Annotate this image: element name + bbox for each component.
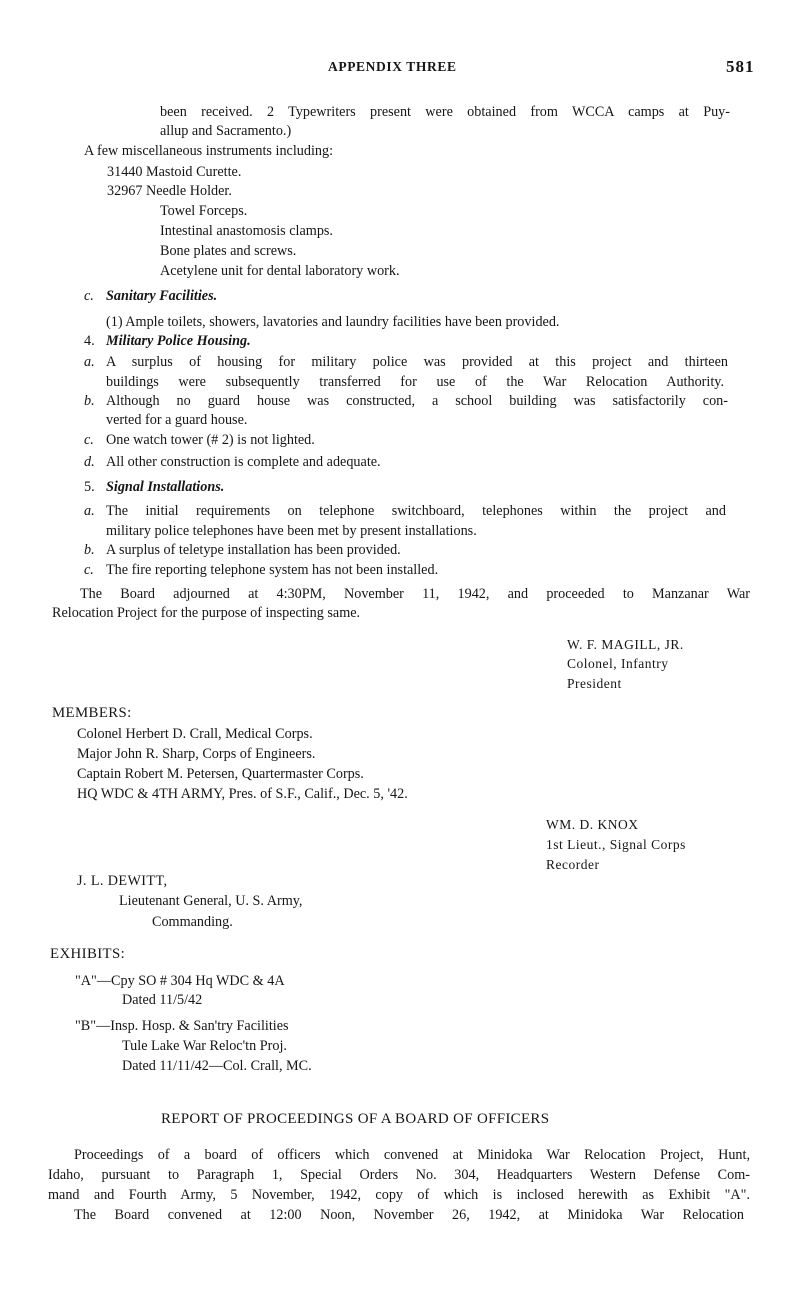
text-line: All other construction is complete and adequate. (106, 454, 381, 470)
exhibit-item: "B"—Insp. Hosp. & San'try Facilities (75, 1018, 289, 1034)
signature-role: Recorder (546, 857, 600, 872)
page-number: 581 (726, 57, 755, 76)
exhibits-heading: EXHIBITS: (50, 946, 126, 962)
text-line: A surplus of teletype installation has been provided. (106, 542, 401, 558)
report-text-line: mand and Fourth Army, 5 November, 1942, copy of which is inclosed herewith as Exhibit "A". (48, 1187, 750, 1203)
text-line: (1) Ample toilets, showers, lavatories and laundry facilities have been provided. (106, 314, 560, 330)
text-line: Relocation Project for the purpose of inspecting same. (52, 605, 361, 621)
text-line: Although no guard house was constructed, a school building was satisfactorily con- (106, 393, 728, 409)
text-line: The Board adjourned at 4:30PM, November 11, 1942, and proceeded to Manzanar War (80, 586, 750, 602)
section-heading: Military Police Housing. (106, 333, 251, 349)
item-marker: d. (84, 454, 95, 470)
member-item: Colonel Herbert D. Crall, Medical Corps. (77, 726, 313, 742)
member-item: Major John R. Sharp, Corps of Engineers. (77, 746, 316, 762)
signature-rank: 1st Lieut., Signal Corps (546, 837, 686, 852)
signature-name: W. F. MAGILL, JR. (567, 637, 684, 652)
signature-role: Commanding. (152, 914, 233, 930)
item-marker: c. (84, 432, 94, 448)
instrument-item: Bone plates and screws. (160, 243, 297, 259)
item-marker: b. (84, 542, 95, 558)
headquarters-line: HQ WDC & 4TH ARMY, Pres. of S.F., Calif., Dec. 5, '42. (77, 786, 408, 802)
text-line: military police telephones have been met by present installations. (106, 523, 477, 539)
signature-role: President (567, 676, 622, 691)
report-text-line: Idaho, pursuant to Paragraph 1, Special Orders No. 304, Headquarters Western Defense Com- (48, 1167, 750, 1183)
text-line: A surplus of housing for military police was provided at this project and thirteen (106, 354, 728, 370)
exhibit-item: "A"—Cpy SO # 304 Hq WDC & 4A (75, 973, 285, 989)
instrument-item: 32967 Needle Holder. (107, 183, 232, 199)
item-marker: a. (84, 503, 95, 519)
exhibit-item: Tule Lake War Reloc'tn Proj. (122, 1038, 287, 1054)
signature-name: J. L. DEWITT, (77, 873, 168, 889)
section-subheading: Sanitary Facilities. (106, 288, 218, 304)
text-line: The initial requirements on telephone switchboard, telephones within the project and (106, 503, 726, 519)
signature-rank: Colonel, Infantry (567, 656, 669, 671)
item-marker: 4. (84, 333, 95, 349)
text-line: verted for a guard house. (106, 412, 248, 428)
text-line: One watch tower (# 2) is not lighted. (106, 432, 315, 448)
text-line: been received. 2 Typewriters present were obtained from WCCA camps at Puy- (160, 104, 730, 120)
instrument-item: Towel Forceps. (160, 203, 248, 219)
text-line: A few miscellaneous instruments including: (84, 143, 334, 159)
running-header: APPENDIX THREE (328, 59, 457, 74)
item-marker: c. (84, 562, 94, 578)
text-line: allup and Sacramento.) (160, 123, 292, 139)
members-heading: MEMBERS: (52, 705, 132, 721)
instrument-item: Acetylene unit for dental laboratory work. (160, 263, 400, 279)
item-marker: a. (84, 354, 95, 370)
exhibit-item: Dated 11/5/42 (122, 992, 203, 1008)
exhibit-item: Dated 11/11/42—Col. Crall, MC. (122, 1058, 312, 1074)
member-item: Captain Robert M. Petersen, Quartermaster Corps. (77, 766, 364, 782)
item-marker: 5. (84, 479, 95, 495)
instrument-item: Intestinal anastomosis clamps. (160, 223, 333, 239)
report-text-line: The Board convened at 12:00 Noon, November 26, 1942, at Minidoka War Relocation (74, 1207, 744, 1223)
section-heading: Signal Installations. (106, 479, 225, 495)
item-marker: b. (84, 393, 95, 409)
instrument-item: 31440 Mastoid Curette. (107, 164, 242, 180)
text-line: buildings were subsequently transferred for use of the War Relocation Authority. (106, 374, 724, 390)
signature-rank: Lieutenant General, U. S. Army, (119, 893, 303, 909)
text-line: The fire reporting telephone system has not been installed. (106, 562, 439, 578)
report-text-line: Proceedings of a board of officers which convened at Minidoka War Relocation Project, Hunt, (74, 1147, 750, 1163)
report-title: REPORT OF PROCEEDINGS OF A BOARD OF OFFICERS (161, 1111, 550, 1127)
signature-name: WM. D. KNOX (546, 817, 639, 832)
item-marker: c. (84, 288, 94, 304)
